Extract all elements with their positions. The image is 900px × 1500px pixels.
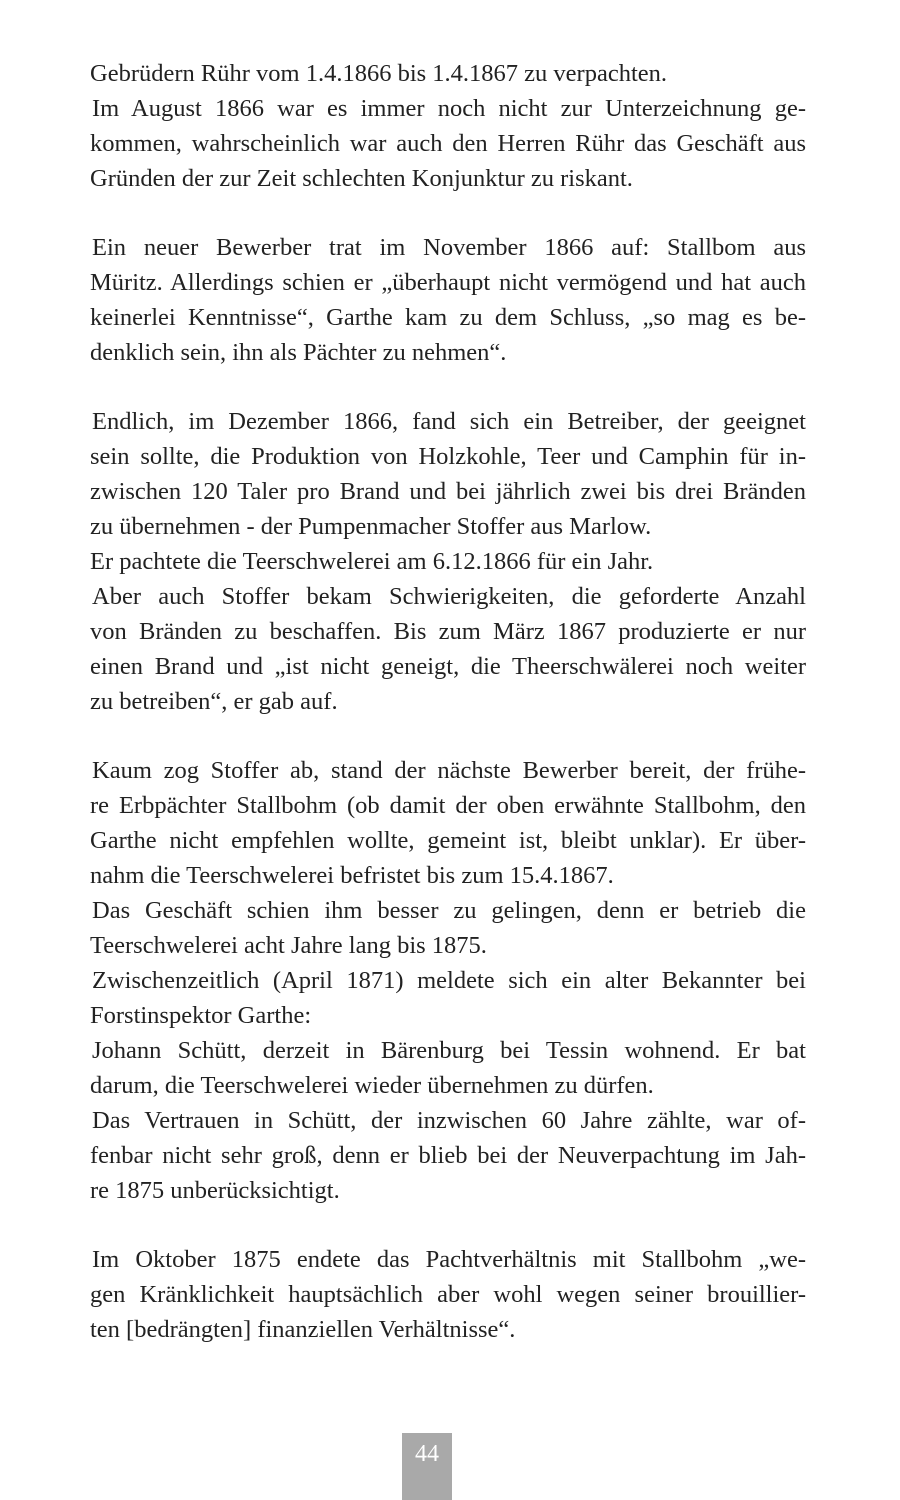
text-line: Aber auch Stoffer bekam Schwierigkeiten, die geforderte Anzahl	[92, 583, 806, 610]
text-line: einen Brand und „ist nicht geneigt, die Theerschwälerei noch weiter	[90, 653, 806, 680]
text-line: Gebrüdern Rühr vom 1.4.1866 bis 1.4.1867 zu verpachten.	[90, 60, 667, 87]
text-line: Ein neuer Bewerber trat im November 1866 auf: Stallbom aus	[92, 234, 806, 261]
text-line: gen Kränklichkeit hauptsächlich aber wohl wegen seiner brouillier-	[90, 1281, 806, 1308]
text-line: Teerschwelerei acht Jahre lang bis 1875.	[90, 932, 487, 959]
text-line: darum, die Teerschwelerei wieder übernehmen zu dürfen.	[90, 1072, 654, 1099]
paragraph-gap	[90, 1208, 806, 1242]
paragraph	[90, 1033, 806, 1103]
text-line: zu übernehmen - der Pumpenmacher Stoffer aus Marlow.	[90, 513, 652, 540]
text-line: Im August 1866 war es immer noch nicht zur Unterzeichnung ge-	[92, 95, 806, 122]
text-line: Das Vertrauen in Schütt, der inzwischen 60 Jahre zählte, war of-	[92, 1107, 806, 1134]
paragraph	[90, 579, 806, 719]
text-line: sein sollte, die Produktion von Holzkohle, Teer und Camphin für in-	[90, 443, 806, 470]
text-line: Johann Schütt, derzeit in Bärenburg bei Tessin wohnend. Er bat	[92, 1037, 806, 1064]
paragraph	[90, 1242, 806, 1347]
text-line: re Erbpächter Stallbohm (ob damit der oben erwähnte Stallbohm, den	[90, 792, 806, 819]
text-line: kommen, wahrscheinlich war auch den Herren Rühr das Geschäft aus	[90, 130, 806, 157]
text-line: re 1875 unberücksichtigt.	[90, 1177, 340, 1204]
page-number: 44	[402, 1433, 452, 1500]
paragraph	[90, 1103, 806, 1208]
paragraph	[90, 893, 806, 963]
text-line: fenbar nicht sehr groß, denn er blieb bei der Neuverpachtung im Jah-	[90, 1142, 806, 1169]
text-line: keinerlei Kenntnisse“, Garthe kam zu dem Schluss, „so mag es be-	[90, 304, 806, 331]
text-line: Das Geschäft schien ihm besser zu gelingen, denn er betrieb die	[92, 897, 806, 924]
text-line: Forstinspektor Garthe:	[90, 1002, 312, 1029]
text-line: von Bränden zu beschaffen. Bis zum März 1867 produzierte er nur	[90, 618, 806, 645]
paragraph	[90, 963, 806, 1033]
text-line: Kaum zog Stoffer ab, stand der nächste Bewerber bereit, der frühe-	[92, 757, 806, 784]
text-line: Zwischenzeitlich (April 1871) meldete sich ein alter Bekannter bei	[92, 967, 806, 994]
text-line: zu betreiben“, er gab auf.	[90, 688, 338, 715]
paragraph-gap	[90, 196, 806, 230]
paragraph	[90, 230, 806, 370]
text-line: Er pachtete die Teerschwelerei am 6.12.1866 für ein Jahr.	[90, 548, 654, 575]
page-body	[90, 56, 806, 1347]
text-line: nahm die Teerschwelerei befristet bis zum 15.4.1867.	[90, 862, 614, 889]
text-line: zwischen 120 Taler pro Brand und bei jährlich zwei bis drei Bränden	[90, 478, 806, 505]
text-line: denklich sein, ihn als Pächter zu nehmen“.	[90, 339, 507, 366]
paragraph	[90, 56, 806, 91]
text-line: Gründen der zur Zeit schlechten Konjunktur zu riskant.	[90, 165, 633, 192]
text-line: Endlich, im Dezember 1866, fand sich ein Betreiber, der geeignet	[92, 408, 806, 435]
text-line: Garthe nicht empfehlen wollte, gemeint ist, bleibt unklar). Er über-	[90, 827, 806, 854]
paragraph-gap	[90, 370, 806, 404]
text-line: Müritz. Allerdings schien er „überhaupt nicht vermögend und hat auch	[90, 269, 806, 296]
paragraph	[90, 91, 806, 196]
paragraph-gap	[90, 719, 806, 753]
paragraph	[90, 753, 806, 893]
text-line: Im Oktober 1875 endete das Pachtverhältnis mit Stallbohm „we-	[92, 1246, 806, 1273]
paragraph	[90, 404, 806, 579]
text-line: ten [bedrängten] finanziellen Verhältnisse“.	[90, 1316, 516, 1343]
